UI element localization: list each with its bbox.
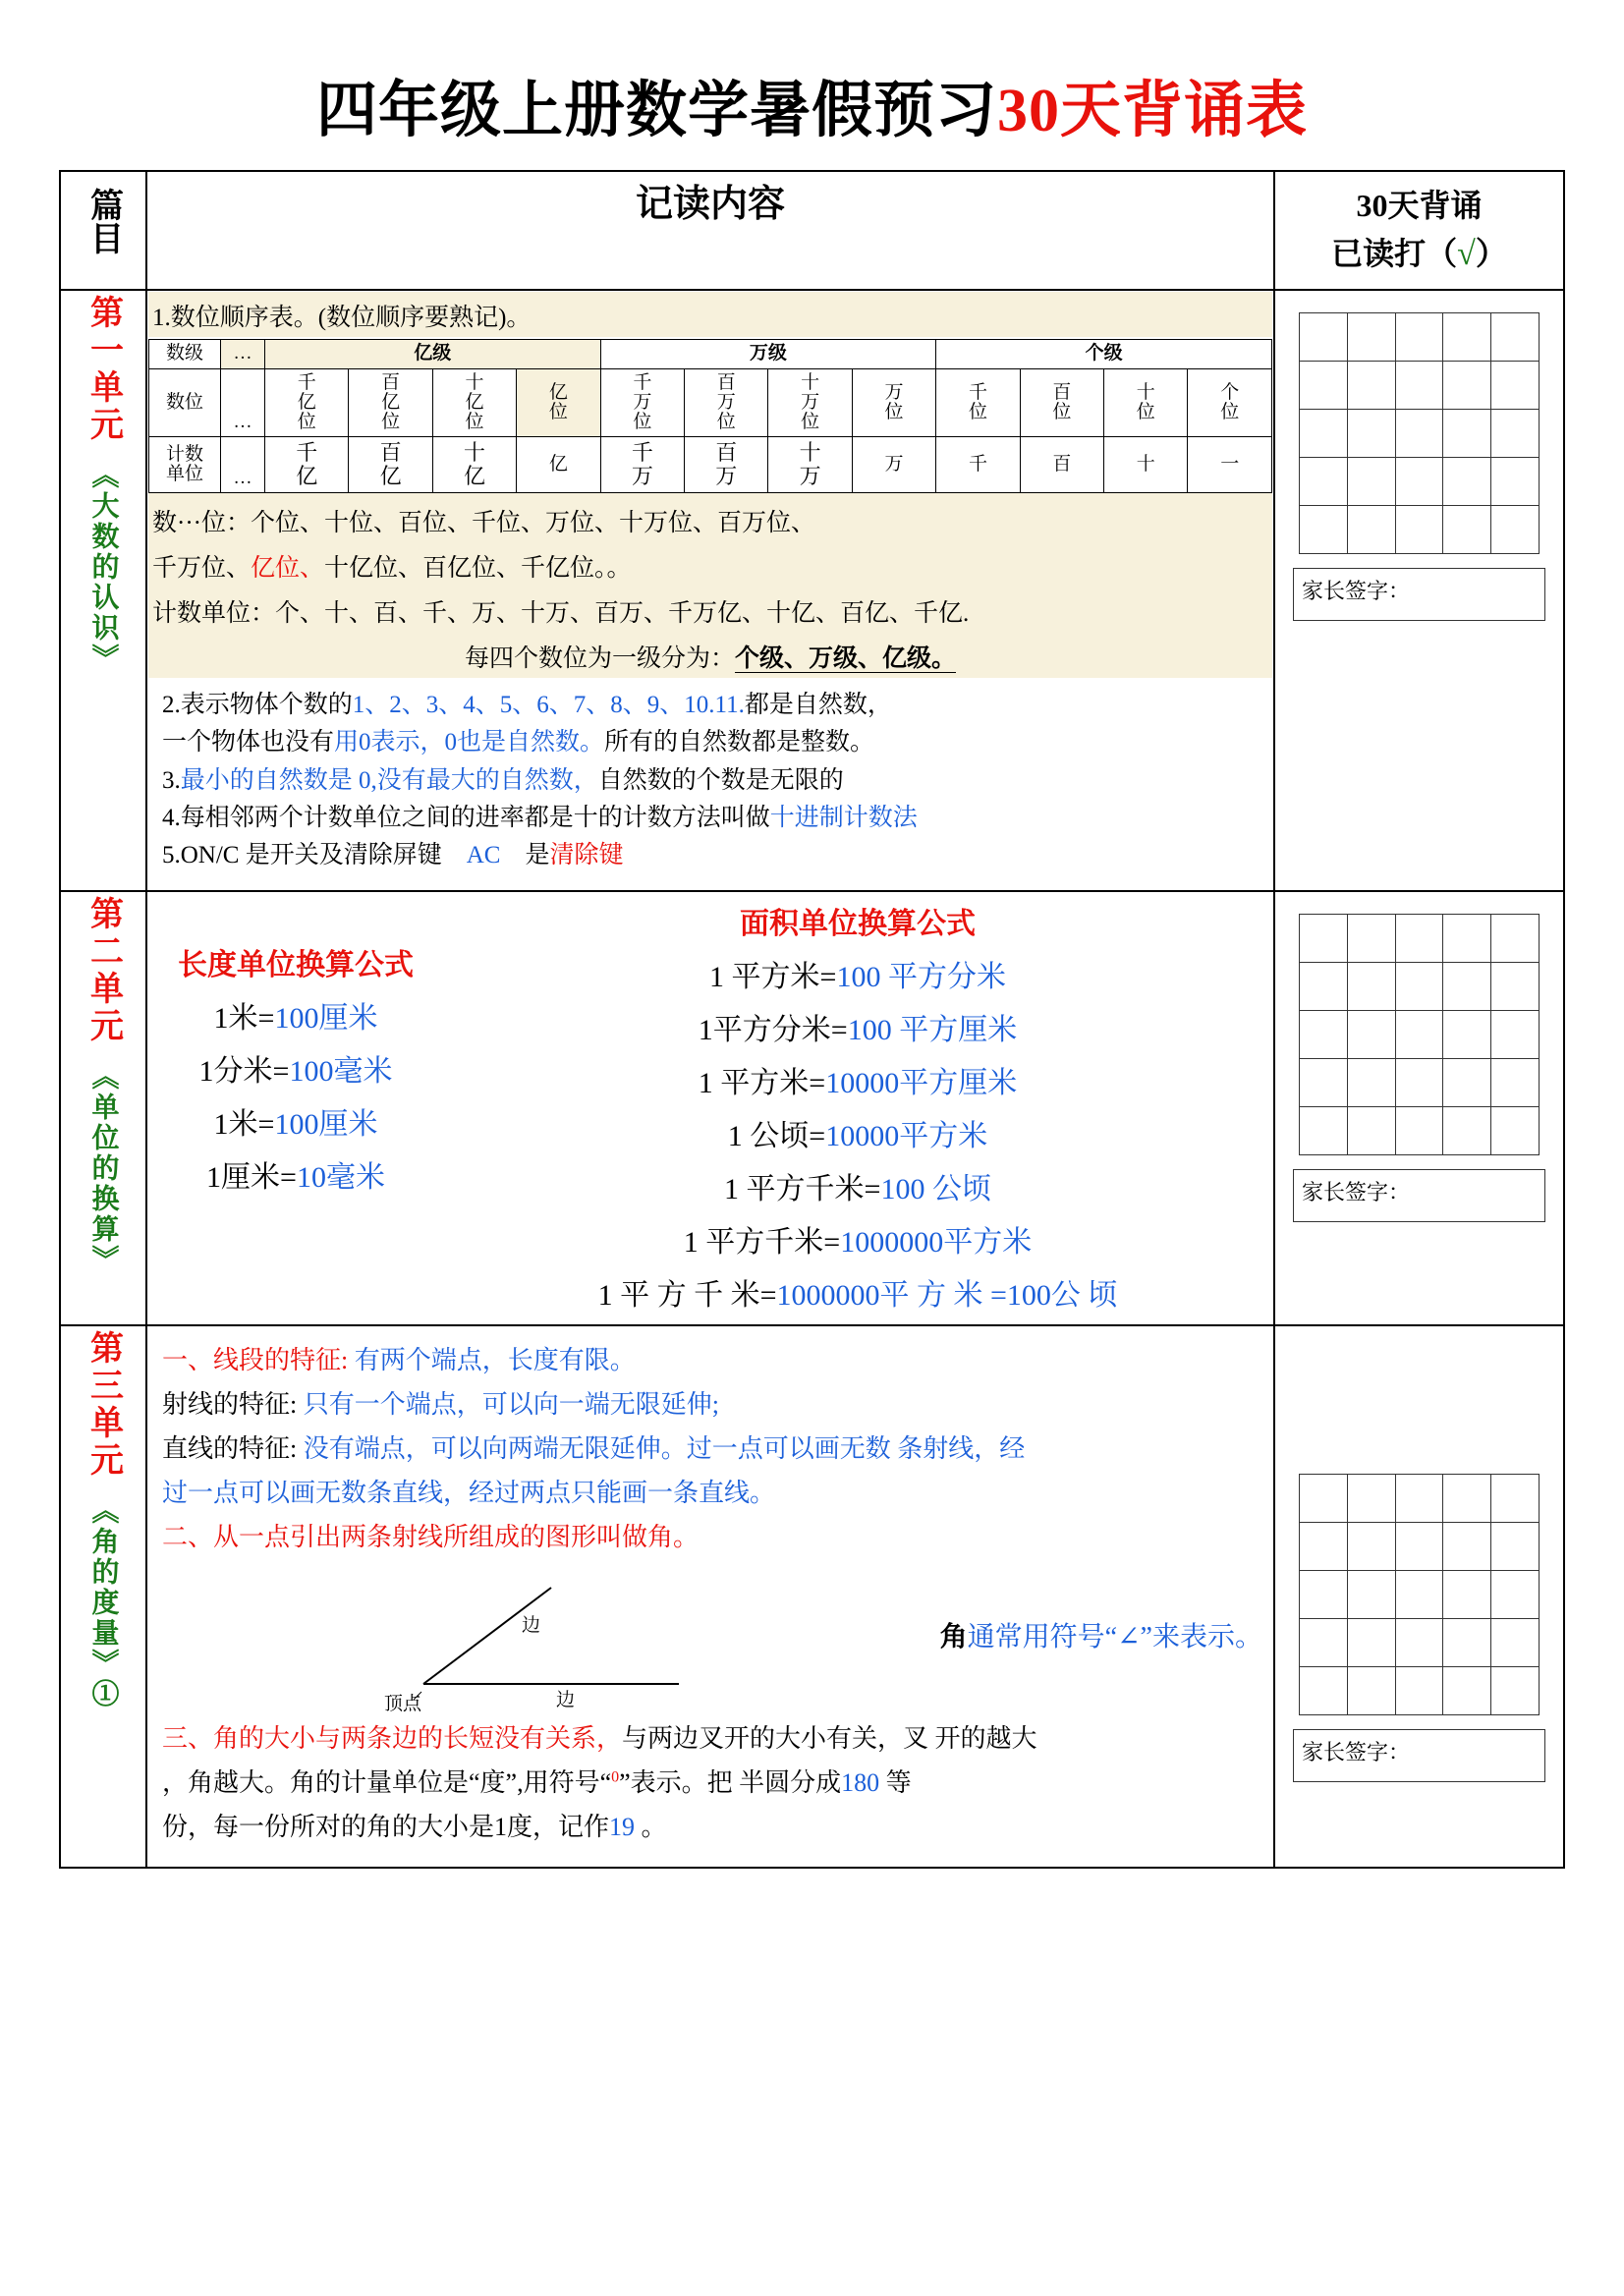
check-box[interactable] xyxy=(1347,1571,1395,1619)
unit-cell: 万 xyxy=(852,437,935,493)
check-box[interactable] xyxy=(1347,1475,1395,1523)
note-places-line1: 数···位：个位、十位、百位、千位、万位、十万位、百万位、 xyxy=(148,493,1272,542)
item-text: 是 xyxy=(500,842,550,869)
unit-cell: 百 xyxy=(1020,437,1103,493)
unit-3-name: 第三单元 xyxy=(84,1330,122,1481)
place-cell: 千 位 xyxy=(936,368,1020,437)
check-box[interactable] xyxy=(1443,458,1491,506)
formula-row: 1分米=100毫米 xyxy=(198,1055,393,1089)
unit-1-label xyxy=(84,295,122,674)
item-text: 一个物体也没有 xyxy=(162,729,335,756)
check-box[interactable] xyxy=(1443,1475,1491,1523)
check-box[interactable] xyxy=(1443,963,1491,1011)
digit-row-place xyxy=(149,368,1272,437)
note-places-line2-a: 千万位、 xyxy=(152,555,252,583)
check-box[interactable] xyxy=(1491,410,1540,458)
formula-row: 1 平方千米=100 公顷 xyxy=(724,1173,991,1206)
check-box[interactable] xyxy=(1443,1571,1491,1619)
item-text-blue: 最小的自然数是 0,没有最大的自然数， xyxy=(180,766,598,794)
check-box[interactable] xyxy=(1395,1667,1443,1715)
check-box[interactable] xyxy=(1300,410,1348,458)
list-item: ，角越大。角的计量单位是“度”,用符号“$^0$”表示。把 半圆分成180 等 xyxy=(162,1768,912,1798)
item-text: 每相邻两个计数单位之间的进率都是十的计数方法叫做 xyxy=(180,804,770,831)
item-text-blue: 0也是自然数。 xyxy=(444,729,605,756)
list-item: 份，每一份所对的角的大小是1度，记作19 。 xyxy=(162,1813,667,1842)
check-box[interactable] xyxy=(1347,1107,1395,1155)
parent-signature-field[interactable]: 家长签字： xyxy=(1293,568,1545,621)
check-box[interactable] xyxy=(1300,362,1348,410)
header-check-line1: 30天背诵 xyxy=(1356,188,1483,223)
check-grid[interactable] xyxy=(1299,1474,1540,1715)
title-red: 30天背诵表 xyxy=(997,78,1309,144)
digit-order-table xyxy=(148,339,1272,493)
check-box[interactable] xyxy=(1443,362,1491,410)
list-item: 三、角的大小与两条边的长短没有关系，与两边叉开的大小有关，叉 开的越大 xyxy=(162,1724,1037,1754)
check-box[interactable] xyxy=(1347,458,1395,506)
item-text: 都是自然数， xyxy=(744,692,892,719)
item-text-blue: 十进制计数法 xyxy=(769,804,918,831)
unit-2-columns xyxy=(148,893,1272,1323)
area-conversion-block xyxy=(443,893,1272,1323)
check-box[interactable] xyxy=(1300,1011,1348,1059)
item-no: 2. xyxy=(162,692,181,719)
check-box[interactable] xyxy=(1491,1011,1540,1059)
angle-symbol-note: 角通常用符号“∠”来表示。 xyxy=(939,1622,1262,1653)
check-box[interactable] xyxy=(1395,362,1443,410)
unit-cell: 百 万 xyxy=(685,437,768,493)
place-cell: 百 亿 位 xyxy=(349,368,432,437)
note-group-rule-bold: 个级、万级、亿级。 xyxy=(735,645,957,673)
check-box[interactable] xyxy=(1300,963,1348,1011)
formula-row: 1 平方千米=1000000平方米 xyxy=(683,1226,1033,1260)
place-cell: 百 万 位 xyxy=(685,368,768,437)
note-places-line2-b: 亿位、 xyxy=(251,555,325,583)
check-box[interactable] xyxy=(1300,506,1348,554)
check-box[interactable] xyxy=(1347,1011,1395,1059)
header-col-content: 记读内容 xyxy=(146,171,1274,290)
unit-cell: 十 xyxy=(1104,437,1188,493)
check-box[interactable] xyxy=(1347,1059,1395,1107)
check-box[interactable] xyxy=(1443,1011,1491,1059)
check-box[interactable] xyxy=(1395,963,1443,1011)
check-box[interactable] xyxy=(1395,1107,1443,1155)
unit-3-label xyxy=(84,1330,122,1709)
check-grid[interactable] xyxy=(1299,312,1540,554)
check-box[interactable] xyxy=(1491,1107,1540,1155)
unit-cell: 亿 xyxy=(517,437,600,493)
sidebar-item-unit-3 xyxy=(60,1325,146,1868)
list-item: 直线的特征: 没有端点，可以向两端无限延伸。过一点可以画无数 条射线，经 xyxy=(162,1434,1026,1464)
check-box[interactable] xyxy=(1300,1667,1348,1715)
header-check-pre: 已读打（ xyxy=(1331,236,1458,271)
unit-2-name: 第二单元 xyxy=(84,896,122,1046)
check-box[interactable] xyxy=(1300,1059,1348,1107)
unit-1-sub: 《大数的认识》 xyxy=(87,461,119,674)
digit-group-yi: 亿级 xyxy=(265,340,601,369)
check-box[interactable] xyxy=(1300,915,1348,963)
place-cell: 十 万 位 xyxy=(768,368,852,437)
check-box[interactable] xyxy=(1347,915,1395,963)
item-text: 所有的自然数都是整数。 xyxy=(604,729,875,756)
header-col-unit xyxy=(60,171,146,290)
check-box[interactable] xyxy=(1443,1523,1491,1571)
list-item: 过一点可以画无数条直线，经过两点只能画一条直线。 xyxy=(162,1479,776,1508)
unit-2-sub: 《单位的换算》 xyxy=(87,1062,119,1276)
header-col-check xyxy=(1274,171,1564,290)
main-table xyxy=(59,170,1565,1869)
svg-text:顶点: 顶点 xyxy=(383,1694,421,1714)
header-col-unit-label: 篇目 xyxy=(84,188,122,254)
table-row xyxy=(60,891,1564,1325)
check-box[interactable] xyxy=(1300,1475,1348,1523)
formula-row: 1平方分米=100 平方厘米 xyxy=(698,1014,1018,1047)
list-item: 射线的特征: 只有一个端点，可以向一端无限延伸; xyxy=(162,1390,719,1420)
sidebar-item-unit-2 xyxy=(60,891,146,1325)
list-item xyxy=(162,763,1262,799)
formula-row: 1 平 方 千 米=1000000平 方 米 =100公 顷 xyxy=(597,1279,1118,1313)
digit-dots: … xyxy=(221,340,265,369)
unit-cell: 一 xyxy=(1188,437,1272,493)
check-cell-unit-3[interactable] xyxy=(1274,1325,1564,1868)
check-box[interactable] xyxy=(1395,458,1443,506)
area-conversion-title: 面积单位换算公式 xyxy=(740,908,976,941)
check-box[interactable] xyxy=(1300,1107,1348,1155)
unit-cell: 千 万 xyxy=(600,437,684,493)
item-text: 自然数的个数是无限的 xyxy=(597,766,844,794)
check-box[interactable] xyxy=(1491,362,1540,410)
check-box[interactable] xyxy=(1395,1011,1443,1059)
check-tick-icon: √ xyxy=(1457,236,1476,272)
check-box[interactable] xyxy=(1395,915,1443,963)
svg-text:边: 边 xyxy=(555,1690,575,1711)
check-box[interactable] xyxy=(1347,362,1395,410)
check-box[interactable] xyxy=(1491,1475,1540,1523)
item-no: 4. xyxy=(162,804,181,831)
title-black: 四年级上册数学暑假预习 xyxy=(315,78,997,144)
check-box[interactable] xyxy=(1443,1107,1491,1155)
check-box[interactable] xyxy=(1300,1523,1348,1571)
check-box[interactable] xyxy=(1491,1619,1540,1667)
place-cell: 个 位 xyxy=(1188,368,1272,437)
length-conversion-block xyxy=(148,893,443,1205)
check-box[interactable] xyxy=(1443,410,1491,458)
check-box[interactable] xyxy=(1491,915,1540,963)
parent-signature-field[interactable]: 家长签字： xyxy=(1293,1729,1545,1782)
check-box[interactable] xyxy=(1443,1059,1491,1107)
check-box[interactable] xyxy=(1347,1523,1395,1571)
place-cell: 万 位 xyxy=(852,368,935,437)
item-no: 3. xyxy=(162,766,181,794)
digit-row-unit xyxy=(149,437,1272,493)
formula-row: 1 公顷=10000平方米 xyxy=(727,1120,988,1153)
check-box[interactable] xyxy=(1300,1571,1348,1619)
unit-3-sub: 《角的度量》① xyxy=(87,1496,119,1710)
item-text-red: 清除键 xyxy=(549,842,624,869)
angle-diagram-row xyxy=(162,1562,1262,1713)
check-box[interactable] xyxy=(1443,1619,1491,1667)
sidebar-item-unit-1 xyxy=(60,290,146,891)
check-box[interactable] xyxy=(1491,1059,1540,1107)
item-text-blue: AC xyxy=(466,842,501,869)
check-cell-unit-2[interactable] xyxy=(1274,891,1564,1325)
formula-row: 1米=100厘米 xyxy=(213,1108,378,1142)
check-box[interactable] xyxy=(1347,506,1395,554)
check-box[interactable] xyxy=(1491,458,1540,506)
digit-dots-2: … xyxy=(221,368,265,437)
unit-1-content xyxy=(146,290,1274,891)
note-counting-units: 计数单位：个、十、百、千、万、十万、百万、千万亿、十亿、百亿、千亿. xyxy=(148,588,1272,633)
list-item xyxy=(162,688,1262,723)
note-group-rule xyxy=(148,633,1272,678)
item-text-blue: 1、2、3、4、5、6、7、8、9、10.11. xyxy=(352,692,745,719)
item-text: ON/C 是开关及清除屏键 xyxy=(180,842,467,869)
unit-cell: 百 亿 xyxy=(349,437,432,493)
check-box[interactable] xyxy=(1395,410,1443,458)
place-cell: 十 亿 位 xyxy=(432,368,516,437)
check-cell-unit-1[interactable] xyxy=(1274,290,1564,891)
check-box[interactable] xyxy=(1491,313,1540,362)
check-box[interactable] xyxy=(1491,1571,1540,1619)
check-box[interactable] xyxy=(1300,458,1348,506)
check-box[interactable] xyxy=(1491,506,1540,554)
list-item: 一、线段的特征: 有两个端点，长度有限。 xyxy=(162,1346,636,1375)
unit-3-content xyxy=(146,1325,1274,1868)
digit-group-ge: 个级 xyxy=(936,340,1272,369)
header-check-line2 xyxy=(1279,229,1559,279)
length-conversion-title: 长度单位换算公式 xyxy=(178,949,414,982)
check-box[interactable] xyxy=(1395,506,1443,554)
digit-row-unit-label: 计数 单位 xyxy=(149,437,221,493)
list-item xyxy=(162,838,1262,873)
formula-row: 1 平方米=10000平方厘米 xyxy=(698,1067,1018,1100)
check-grid[interactable] xyxy=(1299,914,1540,1155)
list-item: 二、从一点引出两条射线所组成的图形叫做角。 xyxy=(162,1523,700,1552)
check-box[interactable] xyxy=(1300,1619,1348,1667)
table-row xyxy=(60,290,1564,891)
check-box[interactable] xyxy=(1347,1619,1395,1667)
item-text: 表示物体个数的 xyxy=(180,692,353,719)
check-box[interactable] xyxy=(1443,1667,1491,1715)
check-box[interactable] xyxy=(1491,963,1540,1011)
place-cell: 千 亿 位 xyxy=(265,368,349,437)
list-item xyxy=(162,725,1262,760)
check-box[interactable] xyxy=(1395,1475,1443,1523)
digit-row-level-label: 数级 xyxy=(149,340,221,369)
unit-cell: 千 xyxy=(936,437,1020,493)
svg-text:边: 边 xyxy=(521,1615,540,1637)
check-box[interactable] xyxy=(1443,915,1491,963)
check-box[interactable] xyxy=(1347,410,1395,458)
check-box[interactable] xyxy=(1491,1667,1540,1715)
unit-cell: 十 亿 xyxy=(432,437,516,493)
check-box[interactable] xyxy=(1347,963,1395,1011)
check-grid-wrap-3 xyxy=(1275,1326,1563,1715)
formula-row: 1 平方米=100 平方分米 xyxy=(709,961,1006,994)
unit-1-name: 第一单元 xyxy=(84,295,122,444)
item-no: 5. xyxy=(162,842,181,869)
place-cell: 十 位 xyxy=(1104,368,1188,437)
digit-dots-3: … xyxy=(221,437,265,493)
parent-signature-field[interactable]: 家长签字： xyxy=(1293,1169,1545,1222)
check-box[interactable] xyxy=(1395,1523,1443,1571)
table-header-row xyxy=(60,171,1564,290)
unit-cell: 千 亿 xyxy=(265,437,349,493)
table-row xyxy=(60,1325,1564,1868)
header-check-post: ） xyxy=(1475,236,1507,271)
check-box[interactable] xyxy=(1395,313,1443,362)
note-places-line2 xyxy=(148,542,1272,588)
check-box[interactable] xyxy=(1347,313,1395,362)
check-box[interactable] xyxy=(1443,506,1491,554)
place-cell: 亿 位 xyxy=(517,368,600,437)
check-box[interactable] xyxy=(1395,1619,1443,1667)
check-box[interactable] xyxy=(1395,1059,1443,1107)
place-cell: 百 位 xyxy=(1020,368,1103,437)
digit-row-level xyxy=(149,340,1272,369)
digit-group-wan: 万级 xyxy=(600,340,936,369)
place-cell: 千 万 位 xyxy=(600,368,684,437)
unit-cell: 十 万 xyxy=(768,437,852,493)
note-group-rule-pre: 每四个数位为一级分为： xyxy=(464,645,735,673)
digit-table-heading: 1.数位顺序表。(数位顺序要熟记)。 xyxy=(148,292,1272,337)
check-box[interactable] xyxy=(1395,1571,1443,1619)
unit-2-content xyxy=(146,891,1274,1325)
check-box[interactable] xyxy=(1347,1667,1395,1715)
unit-2-label xyxy=(84,896,122,1275)
formula-row: 1米=100厘米 xyxy=(213,1002,378,1036)
check-grid-wrap-1 xyxy=(1275,291,1563,554)
list-item xyxy=(162,801,1262,836)
unit-3-text xyxy=(148,1327,1272,1866)
check-box[interactable] xyxy=(1443,313,1491,362)
note-places-line2-c: 十亿位、百亿位、千亿位。。 xyxy=(324,555,632,583)
page-title xyxy=(59,0,1565,170)
unit-1-items xyxy=(148,678,1272,889)
angle-diagram xyxy=(384,1566,708,1713)
formula-row: 1厘米=10毫米 xyxy=(206,1161,385,1195)
check-box[interactable] xyxy=(1300,313,1348,362)
item-text-blue: 用0表示， xyxy=(334,729,445,756)
digit-row-place-label: 数位 xyxy=(149,368,221,437)
check-grid-wrap-2 xyxy=(1275,892,1563,1155)
check-box[interactable] xyxy=(1491,1523,1540,1571)
